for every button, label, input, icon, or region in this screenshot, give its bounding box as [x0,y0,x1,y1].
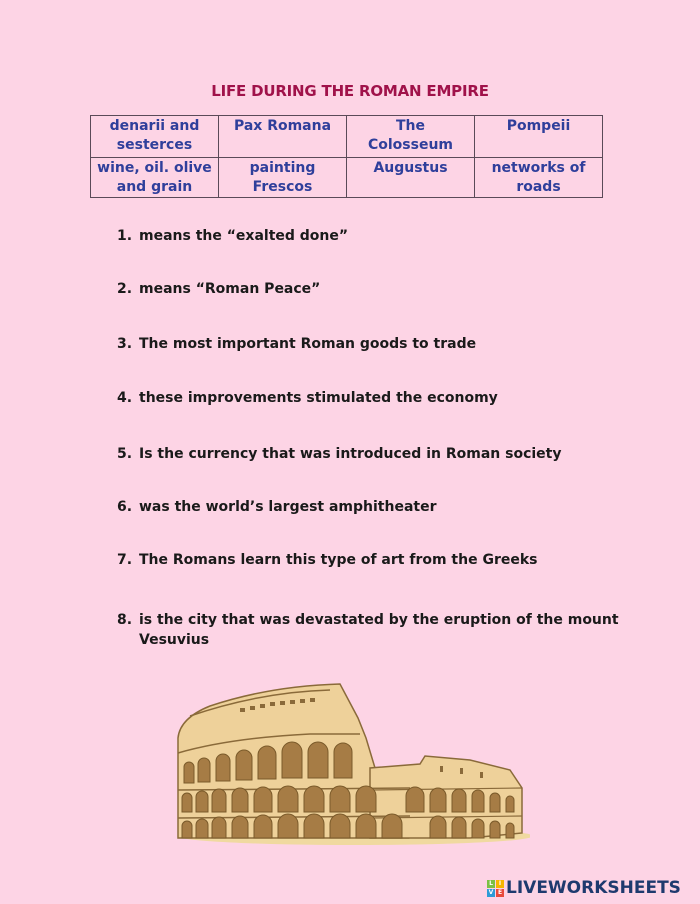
question-2 [117,279,320,299]
question-text: was the world’s largest amphitheater [139,499,437,515]
word-bank-row [91,158,603,198]
word-bank-table [90,115,603,198]
word-bank-cell [347,158,475,198]
word-bank-cell [219,158,347,198]
cell-line: Colosseum [367,137,454,153]
question-1 [117,226,348,246]
question-text: means “Roman Peace” [139,281,321,297]
logo-blocks-icon [487,880,504,897]
question-text: The Romans learn this type of art from the Greeks [139,552,538,568]
question-number: 2. [117,281,133,297]
cell-line: roads [516,179,561,195]
question-number: 3. [117,336,133,352]
word-bank-cell [475,158,603,198]
question-text: means the “exalted done” [139,228,349,244]
cell-line: networks of [491,160,586,176]
word-bank-row [91,116,603,158]
question-7 [117,550,538,570]
question-text: is the city that was devastated by the eruption of the mount [139,612,619,628]
question-number: 1. [117,228,133,244]
cell-line: Frescos [252,179,313,195]
cell-line: Pompeii [506,118,571,134]
question-4 [117,388,498,408]
cell-line: sesterces [116,137,193,153]
page-title: LIFE DURING THE ROMAN EMPIRE [211,82,489,100]
logo-letter: I [496,880,504,888]
cell-line: painting [249,160,316,176]
logo-letter: V [488,888,494,896]
question-number: 7. [117,552,133,568]
question-text: The most important Roman goods to trade [139,336,477,352]
question-text: these improvements stimulated the economy [139,390,498,406]
question-text: Is the currency that was introduced in Roman society [139,446,562,462]
question-3 [117,334,476,354]
colosseum-illustration [170,678,530,848]
question-8 [117,610,619,650]
question-number: 5. [117,446,133,462]
cell-line: denarii and [109,118,200,134]
cell-line: wine, oil. olive [97,160,212,176]
cell-line: and grain [116,179,193,195]
liveworksheets-logo[interactable] [487,878,681,898]
cell-line: Augustus [373,160,448,176]
word-bank-cell [475,116,603,158]
question-number: 8. [117,612,133,628]
logo-letter: L [487,880,495,888]
word-bank-cell [347,116,475,158]
question-text-continuation: Vesuvius [139,632,210,648]
logo-letter: E [497,888,503,896]
question-number: 4. [117,390,133,406]
cell-line: Pax Romana [233,118,332,134]
word-bank-cell [219,116,347,158]
word-bank-cell [91,158,219,198]
question-number: 6. [117,499,133,515]
word-bank-cell [91,116,219,158]
question-6 [117,497,437,517]
cell-line: The [395,118,425,134]
logo-text: LIVEWORKSHEETS [506,878,681,898]
question-5 [117,444,561,464]
